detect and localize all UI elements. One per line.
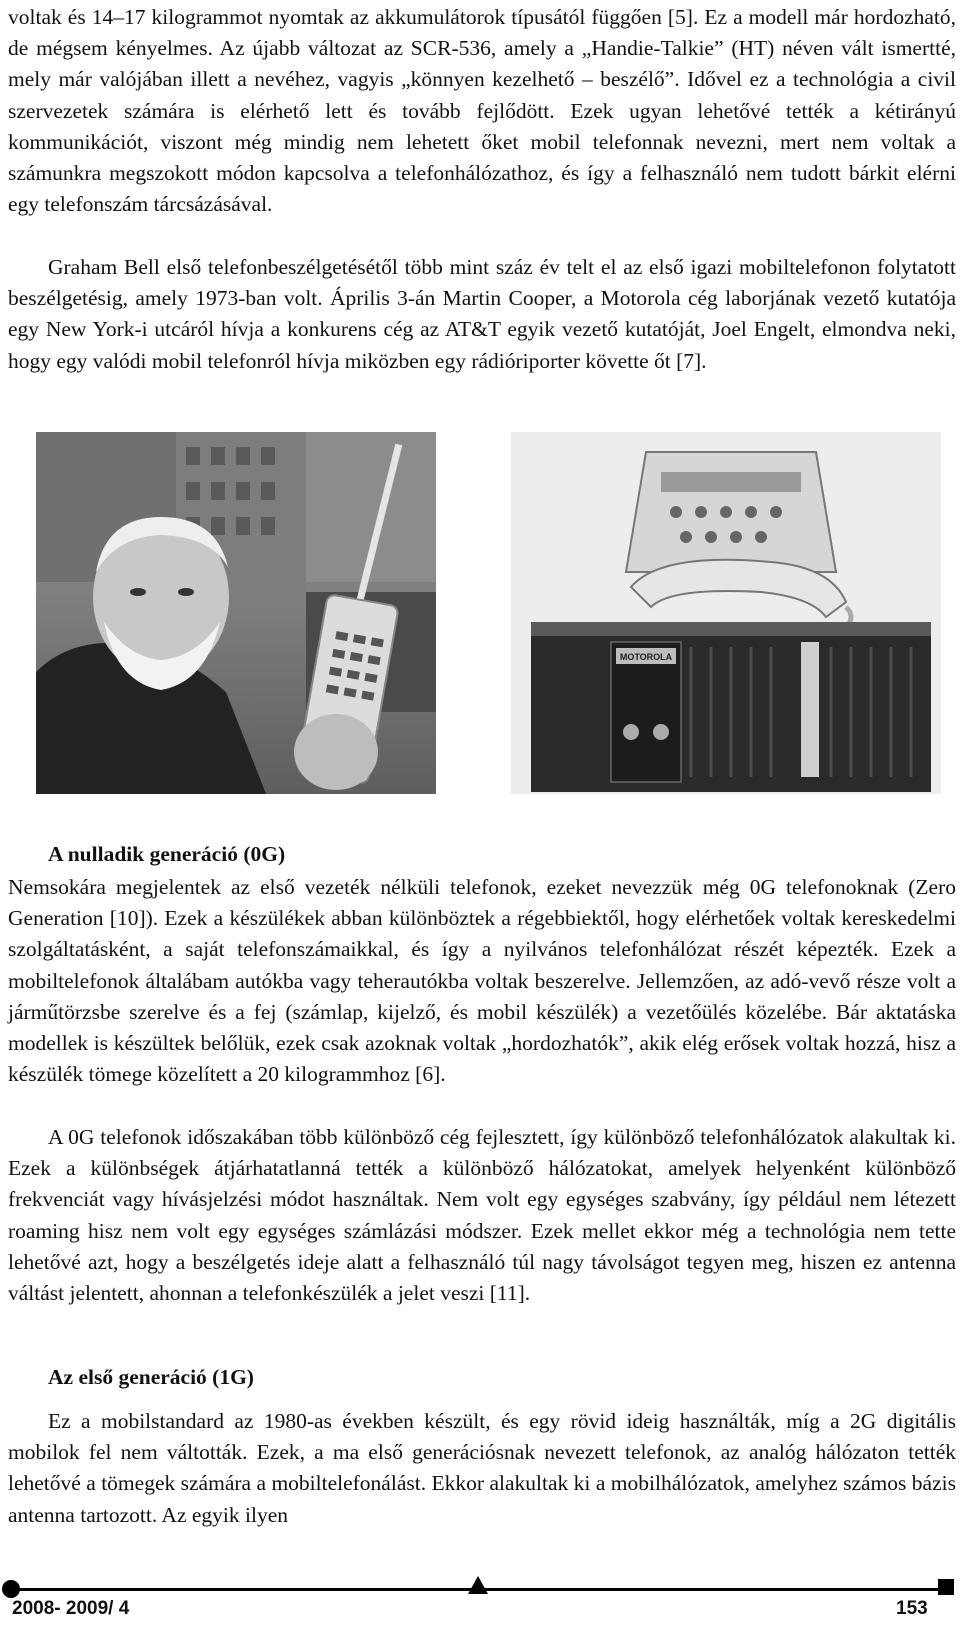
photo-martin-cooper-illustration: [36, 432, 436, 794]
footer-triangle-icon: [468, 1576, 488, 1594]
footer-issue: 2008- 2009/ 4: [12, 1598, 130, 1619]
page-number: 153: [896, 1598, 928, 1619]
paragraph-0g-intro: Nemsokára megjelentek az első vezeték nélküli telefonok, ezeket nevezzük még 0G telefonoknak (Zero Generation [10]). Ezek a készülékek abban különböztek a régebbiektől, hogy elérhetőek voltak kereskedelmi szolgáltatásként, a saját telefonszámaikkal, és így a nyilvános telefonhálózat részét képezték. Ezek a mobiltelefonok általábam autókba vagy teherautókba voltak beszerelve. Jellemzően, az adó-vevő része volt a járműtörzsbe szerelve és a fej (számlap, kijelző, és mobil készülék) a vezetőülés közelébe. Bár aktatáska modellek is készültek belőlük, ezek csak azoknak voltak „hordozhatók”, akik elég erősek voltak hozzá, hisz a készülék tömege közelített a 20 kilogrammhoz [6].: [8, 875, 956, 1087]
heading-1g: Az első generáció (1G): [48, 1365, 254, 1389]
footer-dot-icon: [2, 1580, 20, 1598]
paragraph-cooper-call: Graham Bell első telefonbeszélgetésétől több mint száz év telt el az első igazi mobiltelefonon folytatott beszélgetésig, amely 1973-ban volt. Április 3-án Martin Cooper, a Motorola cég laborjának vezető kutatója egy New York-i utcáról hívja a konkurens cég az AT&T egyik vezető kutatóját, Joel Engelt, elmondva neki, hogy egy valódi mobil telefonról hívja miközben egy rádióriporter követte őt [7].: [8, 255, 956, 373]
heading-0g: A nulladik generáció (0G): [48, 842, 286, 866]
photo-motorola-illustration: [511, 432, 941, 794]
paragraph-0g-networks: A 0G telefonok időszakában több különböző cég fejlesztett, így különböző telefonhálózatok alakultak ki. Ezek a különbségek átjárhatatlanná tették a különböző hálózatokat, amelyek helyenként különböző frekvenciát vagy hívásjelzési módot használtak. Nem volt egy egységes szabvány, így például nem létezett roaming hisz nem volt egy egységes számlázási módszer. Ezek mellet ekkor még a technológia nem tette lehetővé azt, hogy a beszélgetés ideje alatt a felhasználó túl nagy távolságot tegyen meg, hiszen ez antenna váltást jelentett, ahonnan a telefonkészülék a jelet veszi [11].: [8, 1125, 956, 1306]
footer-square-icon: [938, 1579, 954, 1595]
photo-motorola-car-phone: [511, 432, 941, 794]
paragraph-1g-intro: Ez a mobilstandard az 1980-as években készült, és egy rövid ideig használták, míg a 2G digitális mobilok fel nem váltották. Ezek, a ma első generációsnak nevezett telefonok, az analóg hálózaton tették lehetővé a tömegek számára a mobiltelefonálást. Ekkor alakultak ki a mobilhálózatok, amelyhez számos bázis antenna tartozott. Az egyik ilyen: [8, 1409, 956, 1527]
photo-martin-cooper: [36, 432, 436, 794]
paragraph-continuation: voltak és 14–17 kilogrammot nyomtak az akkumulátorok típusától függően [5]. Ez a modell már hordozható, de mégsem kényelmes. Az újabb változat az SCR-536, amely a „Handie-Talkie” (HT) néven vált ismertté, mely már valójában illett a nevéhez, vagyis „könnyen kezelhető – beszélő”. Idővel ez a technológia a civil szervezetek számára is elérhető lett és tovább fejlődött. Ezek ugyan lehetővé tették a kétirányú kommunikációt, viszont még mindig nem lehetett őket mobil telefonnak nevezni, mert nem voltak a számunkra megszokott módon kapcsolva a telefonhálózathoz, és így a felhasználó nem tudott bárkit elérni egy telefonszám tárcsázásával.: [8, 5, 956, 217]
motorola-label: MOTOROLA: [619, 652, 673, 662]
